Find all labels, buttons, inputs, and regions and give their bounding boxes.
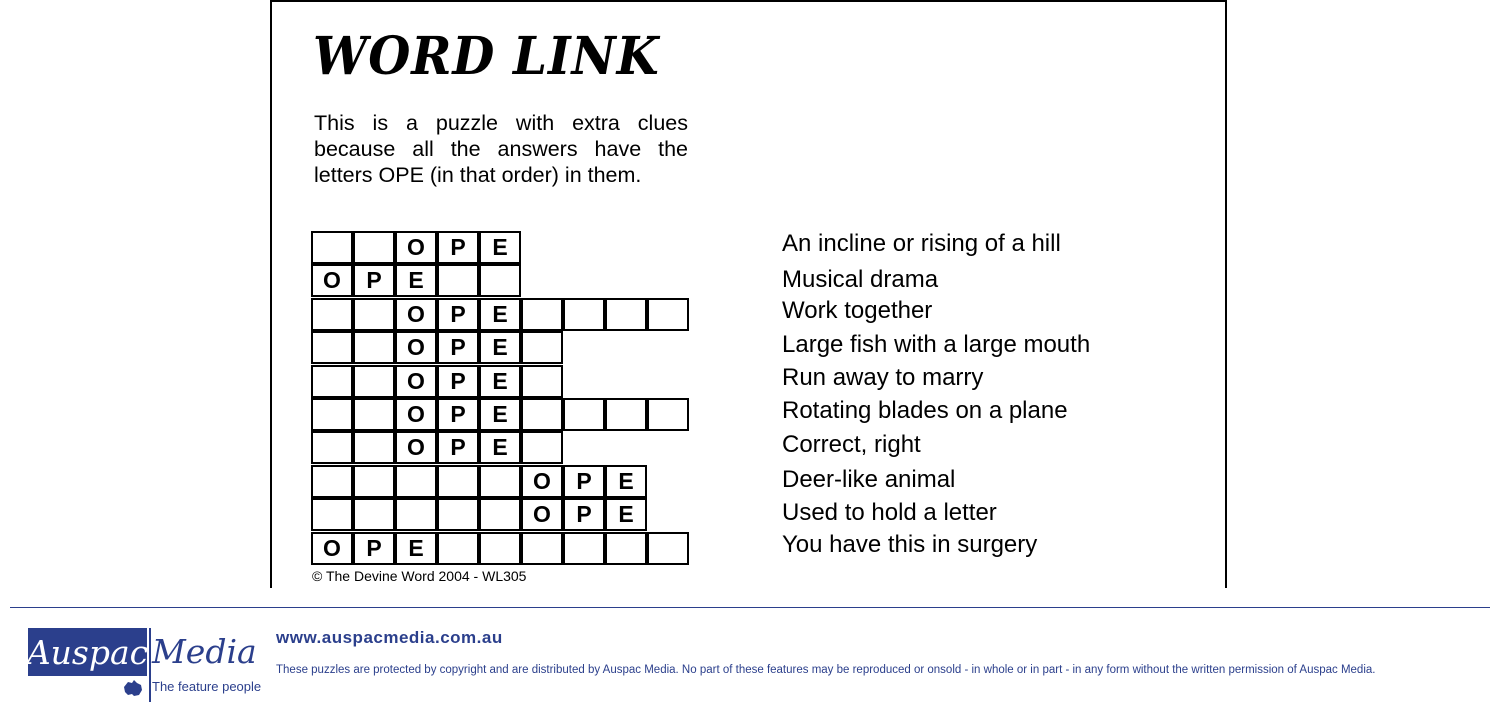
grid-cell[interactable]: O (395, 331, 437, 364)
grid-cell[interactable] (647, 532, 689, 565)
grid-cell[interactable] (353, 365, 395, 398)
grid-cell[interactable] (353, 231, 395, 264)
clue-text: Correct, right (782, 431, 921, 458)
grid-cell[interactable]: O (395, 398, 437, 431)
grid-cell[interactable] (353, 331, 395, 364)
grid-cell[interactable] (563, 532, 605, 565)
footer-divider (10, 607, 1490, 608)
grid-cell[interactable] (311, 398, 353, 431)
grid-cell[interactable]: O (521, 465, 563, 498)
logo-left-box: Auspac (28, 628, 147, 676)
grid-cell[interactable]: O (395, 365, 437, 398)
grid-cell[interactable] (311, 465, 353, 498)
clue-text: Work together (782, 297, 933, 324)
grid-cell[interactable]: E (479, 365, 521, 398)
grid-cell[interactable] (353, 398, 395, 431)
grid-cell[interactable]: P (353, 264, 395, 297)
grid-cell[interactable]: E (479, 231, 521, 264)
copyright-text: © The Devine Word 2004 - WL305 (312, 568, 527, 584)
grid-cell[interactable]: P (563, 498, 605, 531)
grid-cell[interactable] (605, 398, 647, 431)
clue-text: Rotating blades on a plane (782, 397, 1068, 424)
clue-text: You have this in surgery (782, 531, 1038, 558)
grid-cell[interactable] (479, 264, 521, 297)
grid-cell[interactable] (353, 298, 395, 331)
logo-right-text: Media (152, 632, 257, 671)
grid-cell[interactable]: E (395, 532, 437, 565)
grid-cell[interactable] (563, 298, 605, 331)
clue-text: Used to hold a letter (782, 499, 997, 526)
grid-cell[interactable] (521, 331, 563, 364)
grid-cell[interactable] (479, 498, 521, 531)
grid-cell[interactable]: E (605, 498, 647, 531)
grid-cell[interactable]: O (311, 264, 353, 297)
grid-cell[interactable] (311, 431, 353, 464)
clue-text: Large fish with a large mouth (782, 331, 1091, 358)
grid-cell[interactable]: O (395, 231, 437, 264)
grid-cell[interactable]: O (521, 498, 563, 531)
grid-cell[interactable] (521, 298, 563, 331)
clue-text: Run away to marry (782, 364, 984, 391)
grid-cell[interactable]: E (479, 331, 521, 364)
grid-cell[interactable]: O (395, 298, 437, 331)
grid-cell[interactable]: P (437, 331, 479, 364)
grid-cell[interactable] (311, 298, 353, 331)
grid-cell[interactable] (521, 398, 563, 431)
grid-cell[interactable] (479, 532, 521, 565)
grid-cell[interactable] (395, 498, 437, 531)
grid-cell[interactable]: P (437, 398, 479, 431)
grid-cell[interactable]: P (437, 298, 479, 331)
grid-cell[interactable] (437, 498, 479, 531)
grid-cell[interactable]: O (311, 532, 353, 565)
copyright-notice: These puzzles are protected by copyright and are distributed by Auspac Media. No part of these features may be reproduced or onsold - in whole or in part - in any form without the written permission of Auspac Media. (276, 664, 1376, 676)
auspac-logo[interactable] (26, 628, 262, 694)
grid-cell[interactable]: E (479, 298, 521, 331)
grid-cell[interactable]: P (437, 431, 479, 464)
grid-cell[interactable] (311, 365, 353, 398)
grid-cell[interactable] (353, 431, 395, 464)
grid-cell[interactable]: P (563, 465, 605, 498)
grid-cell[interactable] (605, 532, 647, 565)
grid-cell[interactable] (311, 231, 353, 264)
website-link[interactable]: www.auspacmedia.com.au (276, 628, 503, 647)
clue-text: Musical drama (782, 266, 939, 293)
grid-cell[interactable] (311, 498, 353, 531)
puzzle-title: WORD LINK (313, 26, 660, 87)
australia-icon (122, 678, 144, 700)
grid-cell[interactable] (353, 465, 395, 498)
grid-cell[interactable] (647, 398, 689, 431)
grid-cell[interactable] (479, 465, 521, 498)
grid-cell[interactable] (437, 264, 479, 297)
grid-cell[interactable] (353, 498, 395, 531)
grid-cell[interactable]: E (479, 398, 521, 431)
clue-text: An incline or rising of a hill (782, 230, 1061, 257)
grid-cell[interactable] (437, 465, 479, 498)
grid-cell[interactable]: E (395, 264, 437, 297)
grid-cell[interactable] (521, 365, 563, 398)
logo-tagline: The feature people (152, 679, 262, 694)
grid-cell[interactable] (563, 398, 605, 431)
grid-cell[interactable] (311, 331, 353, 364)
grid-cell[interactable]: P (437, 365, 479, 398)
grid-cell[interactable]: E (605, 465, 647, 498)
grid-cell[interactable]: E (479, 431, 521, 464)
logo-divider-line (149, 628, 151, 702)
puzzle-intro: This is a puzzle with extra clues because all the answers have the letters OPE (in that order) in them. (314, 111, 688, 187)
grid-cell[interactable] (647, 298, 689, 331)
grid-cell[interactable]: P (353, 532, 395, 565)
grid-cell[interactable] (521, 431, 563, 464)
grid-cell[interactable]: P (437, 231, 479, 264)
grid-cell[interactable] (395, 465, 437, 498)
clue-text: Deer-like animal (782, 466, 956, 493)
grid-cell[interactable] (521, 532, 563, 565)
grid-cell[interactable] (605, 298, 647, 331)
grid-cell[interactable]: O (395, 431, 437, 464)
grid-cell[interactable] (437, 532, 479, 565)
